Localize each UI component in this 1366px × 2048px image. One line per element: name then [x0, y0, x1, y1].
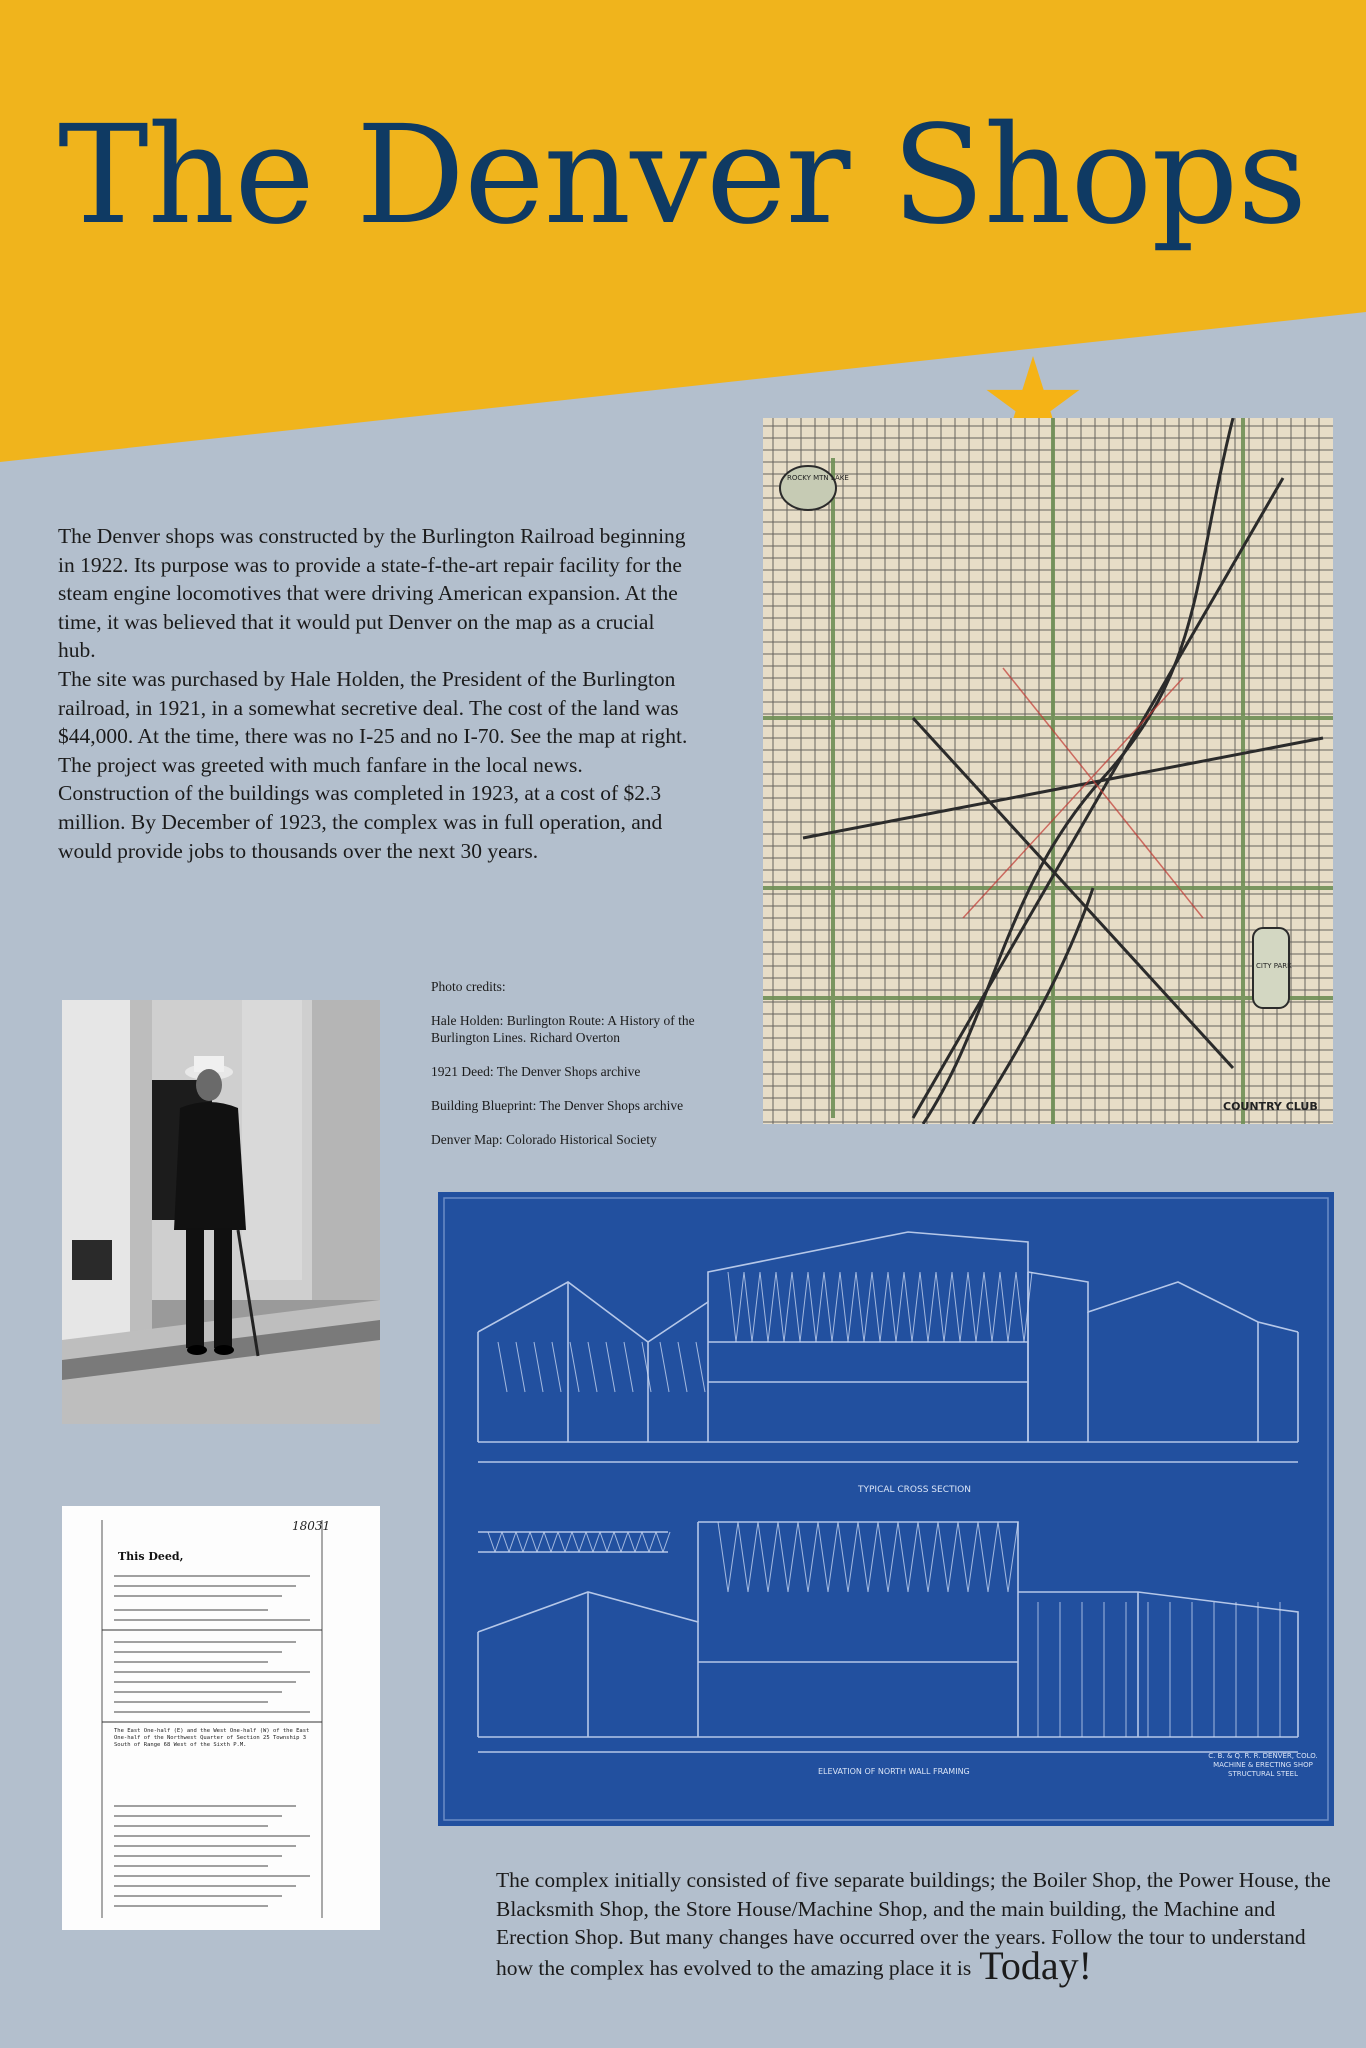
blueprint-label: TYPICAL CROSS SECTION	[858, 1485, 971, 1495]
deed-heading: This Deed,	[118, 1550, 184, 1563]
intro-paragraph: The site was purchased by Hale Holden, the President of the Burlington railroad, in 1921, in a somewhat secretive deal. The cost of the land was $44,000. At the time, there was no I-25 and no I-70. See the map at right.	[58, 666, 688, 749]
closing-text	[496, 1866, 1346, 1988]
deed-excerpt: The East One-half (E) and the West One-half (W) of the East One-half of the Northwest Quarter of Section 25 Township 3 South of Range 68 West of the Sixth P.M.	[114, 1728, 310, 1748]
map-label: COUNTRY CLUB	[1223, 1100, 1318, 1113]
building-blueprint	[438, 1192, 1334, 1826]
credit-item: Denver Map: Colorado Historical Society	[431, 1132, 657, 1147]
intro-paragraph: The project was greeted with much fanfare in the local news. Construction of the buildings was completed in 1923, at a cost of $2.3 million. By December of 1923, the complex was in full operation, and would provide jobs to thousands over the next 30 years.	[58, 752, 663, 863]
closing-paragraph: The complex initially consisted of five separate buildings; the Boiler Shop, the Power House, the Blacksmith Shop, the Store House/Machine Shop, and the main building, the Machine and Erection Shop. But many changes have occurred over the years. Follow the tour to understand how the complex has evolved to the amazing place it is	[496, 1868, 1331, 1980]
credits-heading: Photo credits:	[431, 979, 506, 994]
map-label: ROCKY MTN LAKE	[787, 474, 849, 482]
deed-number: 18031	[292, 1519, 331, 1533]
credit-item: Building Blueprint: The Denver Shops archive	[431, 1098, 684, 1113]
today-word: Today!	[979, 1942, 1092, 1988]
hale-holden-photo	[62, 1000, 380, 1424]
intro-text	[58, 522, 688, 865]
denver-map	[763, 418, 1333, 1124]
intro-paragraph: The Denver shops was constructed by the Burlington Railroad beginning in 1922. Its purpose was to provide a state-f-the-art repair facility for the steam engine locomotives that were driving American expansion. At the time, it was believed that it would put Denver on the map as a crucial hub.	[58, 524, 686, 663]
blueprint-label: ELEVATION OF NORTH WALL FRAMING	[818, 1767, 970, 1776]
credit-item: Hale Holden: Burlington Route: A History of the Burlington Lines. Richard Overton	[431, 1013, 695, 1045]
page-title: The Denver Shops	[58, 97, 1307, 255]
credit-item: 1921 Deed: The Denver Shops archive	[431, 1064, 641, 1079]
blueprint-titleblock: C. B. & Q. R. R. DENVER, COLO. MACHINE & ERECTING SHOP STRUCTURAL STEEL	[1208, 1752, 1318, 1778]
deed-document	[62, 1506, 380, 1930]
photo-credits	[431, 978, 751, 1165]
map-label: CITY PARK	[1256, 962, 1292, 970]
